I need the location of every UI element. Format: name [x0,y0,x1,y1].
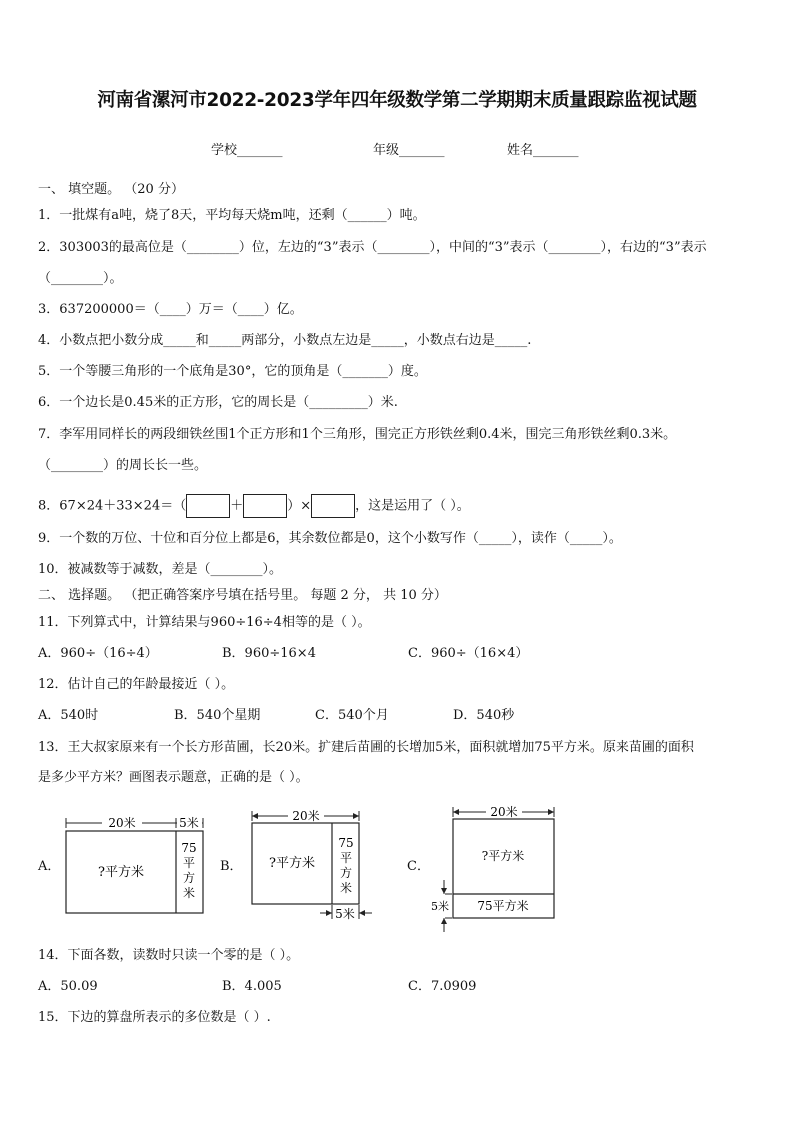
option-11-b: B．960÷16×4 [222,646,316,661]
label-fang: 方 [339,866,353,880]
question-11: 11．下列算式中，计算结果与960÷16÷4相等的是（ ）。 [38,615,371,630]
option-11-a: A．960÷（16÷4） [38,646,158,661]
school-field: 学校_______ [211,143,283,158]
option-12-b: B．540个星期 [174,708,261,723]
option-12-a: A．540时 [38,708,99,723]
question-8-expression: 8．67×24＋33×24＝（ [38,498,187,514]
question-8-law: ，这是运用了（ ）。 [355,498,470,514]
option-12-d: D．540秒 [453,708,515,723]
option-13-b-label: B． [220,859,243,874]
grade-field: 年级_______ [373,143,445,158]
label-5m: 5米 [179,816,199,830]
label-75: 75 [338,836,354,850]
question-7: 7．李军用同样长的两段细铁丝围1个正方形和1个三角形，围完正方形铁丝剩0.4米，围完三角形铁丝剩0.3米。 [38,427,677,442]
question-8 [38,494,470,518]
question-9: 9．一个数的万位、十位和百分位上都是6，其余数位都是0，这个小数写作（_____），读作（_____）。 [38,531,622,546]
times-sign: ）× [287,498,312,514]
figure-option-c [428,800,558,935]
question-15: 15．下边的算盘所表示的多位数是（ ）. [38,1010,271,1025]
label-unknown-area: ?平方米 [481,849,525,863]
label-ping: 平 [339,851,353,865]
section-heading-choice: 二、 选择题。 （把正确答案序号填在括号里。 每题 2 分， 共 10 分） [38,588,447,603]
label-ping: 平 [182,856,196,870]
plus-sign: ＋ [230,498,244,514]
label-unknown-area: ?平方米 [98,865,144,880]
question-1: 1．一批煤有a吨，烧了8天，平均每天烧m吨，还剩（______）吨。 [38,208,426,223]
option-13-a-label: A． [38,859,61,874]
option-11-c: C．960÷（16×4） [408,646,529,661]
question-14: 14．下面各数，读数时只读一个零的是（ ）。 [38,948,300,963]
option-14-a: A．50.09 [38,979,98,994]
label-mi: 米 [182,886,196,900]
question-5: 5．一个等腰三角形的一个底角是30°，它的顶角是（_______）度。 [38,364,427,379]
option-14-b: B．4.005 [222,979,282,994]
question-13: 13．王大叔家原来有一个长方形苗圃，长20米。扩建后苗圃的长增加5米，面积就增加75平方米。原来苗圃的面积 [38,740,694,755]
label-20m: 20米 [108,816,136,830]
label-5m: 5米 [431,900,449,913]
option-12-c: C．540个月 [315,708,389,723]
option-13-c-label: C． [407,859,430,874]
question-2: 2．303003的最高位是（________）位，左边的“3”表示（________），中间的“3”表示（________），右边的“3”表示 [38,240,707,255]
option-14-c: C．7.0909 [408,979,477,994]
question-2-cont: （________）。 [38,271,123,286]
question-6: 6．一个边长是0.45米的正方形，它的周长是（_________）米. [38,395,398,410]
label-unknown-area: ?平方米 [269,856,315,871]
answer-box-3[interactable] [311,494,355,518]
section-heading-fill: 一、 填空题。 （20 分） [38,182,184,197]
answer-box-1[interactable] [186,494,230,518]
question-13-cont: 是多少平方米？画图表示题意，正确的是（ ）。 [38,770,309,785]
label-75: 75 [181,841,197,855]
label-fang: 方 [182,871,196,885]
question-10: 10．被减数等于减数，差是（________）。 [38,562,283,577]
label-5m: 5米 [335,907,355,921]
question-7-cont: （________）的周长长一些。 [38,458,208,473]
name-field: 姓名_______ [507,143,579,158]
figure-option-a [60,810,210,920]
answer-box-2[interactable] [243,494,287,518]
label-mi: 米 [339,881,353,895]
question-3: 3．637200000＝（____）万＝（____）亿。 [38,302,303,317]
question-4: 4．小数点把小数分成_____和_____两部分，小数点左边是_____，小数点右边是_____. [38,333,532,348]
figure-option-b [248,805,378,925]
label-20m: 20米 [292,809,320,823]
page-title: 河南省漯河市2022-2023学年四年级数学第二学期期末质量跟踪监视试题 [97,90,697,111]
question-12: 12．估计自己的年龄最接近（ ）。 [38,677,235,692]
label-75-area: 75平方米 [477,899,529,913]
label-20m: 20米 [490,805,518,819]
